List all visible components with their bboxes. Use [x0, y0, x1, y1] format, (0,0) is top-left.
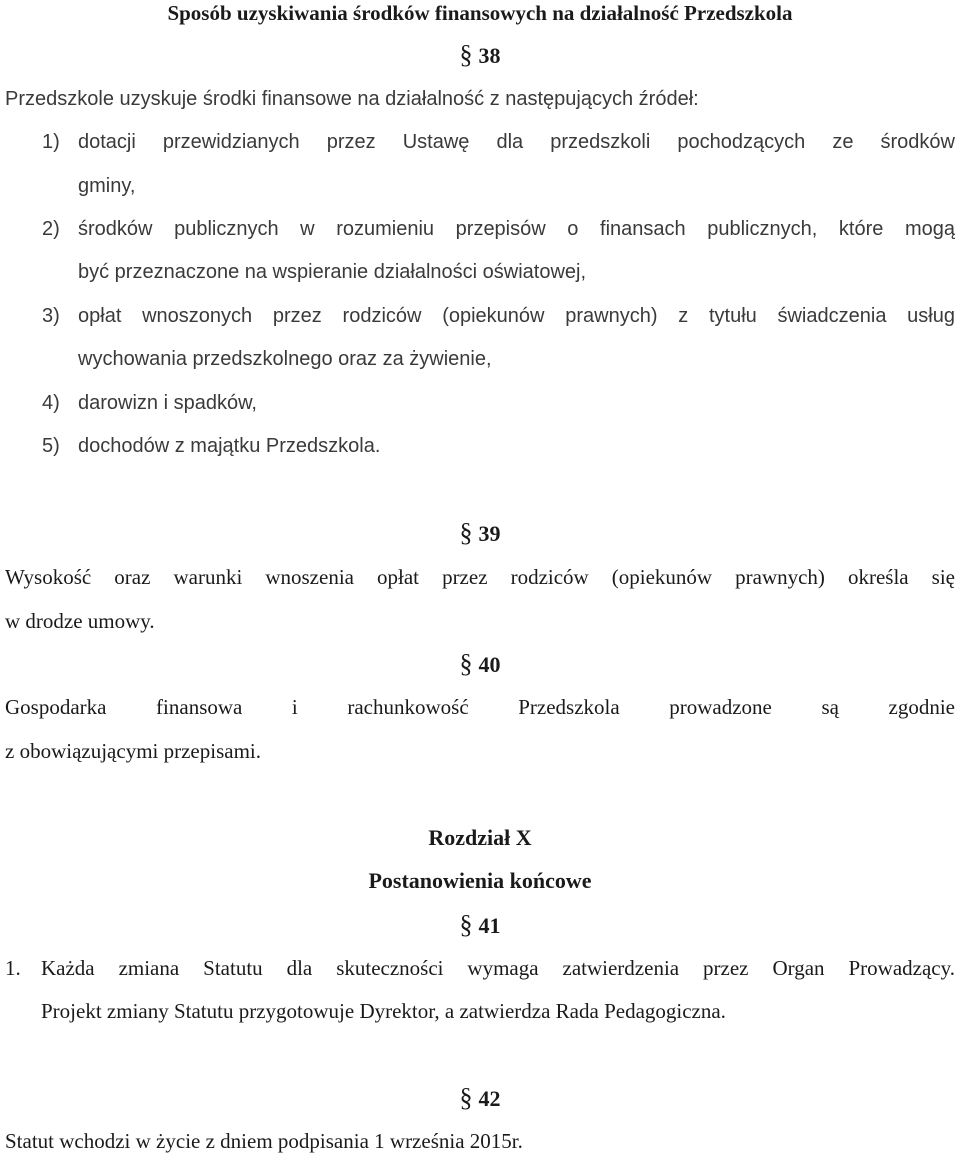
list-item-text: darowizn i spadków, [78, 392, 257, 414]
section-41-text: Każda zmiana Statutu dla skuteczności wymaga zatwierdzenia przez Organ Prowadzący. [41, 956, 955, 980]
section-symbol: § [459, 649, 473, 678]
chapter-heading: Sposób uzyskiwania środków finansowych na działalność Przedszkola [167, 1, 793, 25]
section-40-text: Gospodarka finansowa i rachunkowość Przedszkola prowadzone są zgodnie [5, 695, 955, 719]
section-39-text: Wysokość oraz warunki wnoszenia opłat przez rodziców (opiekunów prawnych) określa się [5, 565, 955, 589]
list-item-number: 1) [42, 131, 60, 153]
list-item-number: 5) [42, 435, 60, 457]
section-41-heading [0, 912, 960, 939]
section-number: 39 [478, 521, 501, 546]
list-item-text-continued: gminy, [78, 175, 136, 197]
list-item-text: opłat wnoszonych przez rodziców (opiekunów prawnych) z tytułu świadczenia usług [78, 305, 955, 327]
section-symbol: § [459, 1083, 473, 1112]
section-38-heading [0, 42, 960, 69]
list-item-number: 4) [42, 392, 60, 414]
section-symbol: § [459, 910, 473, 939]
list-item-text: środków publicznych w rozumieniu przepisów o finansach publicznych, które mogą [78, 218, 955, 240]
section-40-text-continued: z obowiązującymi przepisami. [5, 739, 261, 763]
chapter-x-title: Rozdział X [428, 825, 532, 850]
section-38-intro: Przedszkole uzyskuje środki finansowe na działalność z następujących źródeł: [5, 88, 699, 110]
section-number: 42 [478, 1086, 501, 1111]
section-42-text: Statut wchodzi w życie z dniem podpisania 1 września 2015r. [5, 1129, 523, 1153]
list-item-text: dochodów z majątku Przedszkola. [78, 435, 381, 457]
section-number: 41 [478, 913, 501, 938]
section-number: 40 [478, 652, 501, 677]
section-symbol: § [459, 518, 473, 547]
section-39-heading [0, 520, 960, 547]
section-41-item-number: 1. [5, 956, 21, 980]
chapter-x-subtitle: Postanowienia końcowe [368, 868, 592, 893]
list-item-number: 3) [42, 305, 60, 327]
list-item-text-continued: być przeznaczone na wspieranie działalności oświatowej, [78, 261, 587, 283]
section-42-heading [0, 1085, 960, 1112]
list-item-text-continued: wychowania przedszkolnego oraz za żywienie, [78, 348, 492, 370]
section-40-heading [0, 651, 960, 678]
list-item-number: 2) [42, 218, 60, 240]
section-41-text-continued: Projekt zmiany Statutu przygotowuje Dyrektor, a zatwierdza Rada Pedagogiczna. [41, 999, 726, 1023]
section-symbol: § [459, 40, 473, 69]
list-item-text: dotacji przewidzianych przez Ustawę dla przedszkoli pochodzących ze środków [78, 131, 955, 153]
section-39-text-continued: w drodze umowy. [5, 609, 155, 633]
section-number: 38 [478, 43, 501, 68]
